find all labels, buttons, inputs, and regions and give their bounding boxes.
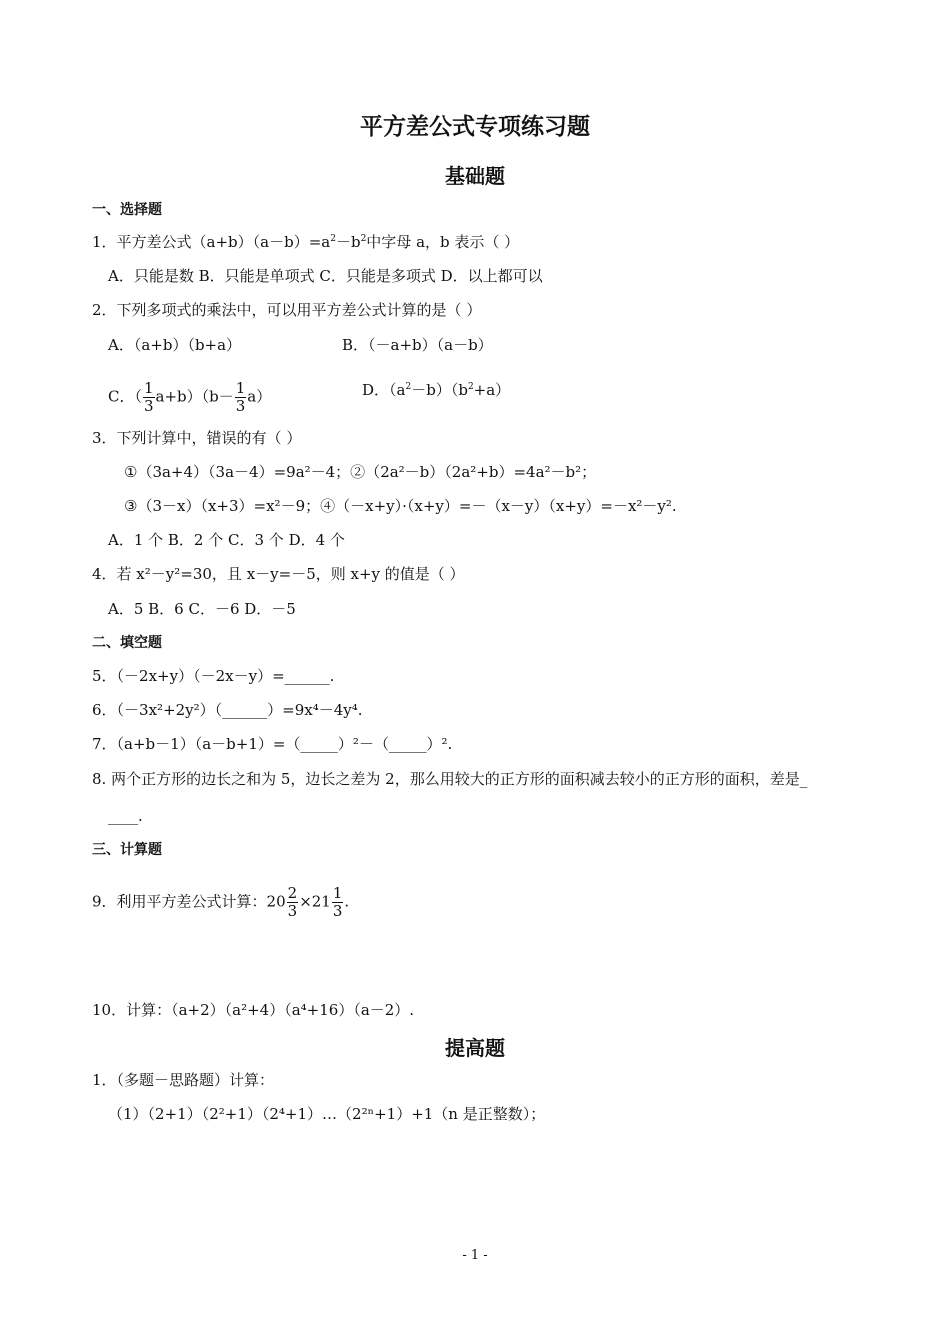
part-heading-calc: 三、计算题 (92, 842, 162, 858)
q2-option-b: B．（－a+b）（a－b） (342, 336, 493, 354)
q3-line-1: ①（3a+4）（3a－4）=9a²－4；②（2a²－b）（2a²+b）=4a²－b²； (124, 463, 597, 481)
q1-options: A．只能是数 B．只能是单项式 C．只能是多项式 D．以上都可以 (108, 267, 543, 285)
q9-frac1-num: 2 (287, 884, 298, 902)
q9-fraction-2 (332, 885, 344, 920)
q2-c-text-mid: a+b）（b－ (155, 387, 234, 406)
question-8-line-2: ____. (108, 807, 143, 825)
q2-c-fraction-2 (235, 380, 247, 415)
section-heading-basic: 基础题 (445, 164, 505, 188)
q1-text-b: －b (335, 233, 361, 251)
q3-options: A．1 个 B．2 个 C．3 个 D．4 个 (108, 531, 345, 549)
q2-d-text-b: －b）（b (411, 381, 468, 399)
q2-c-frac2-num: 1 (235, 379, 246, 397)
q1-text-c: 中字母 a，b 表示（ ） (366, 233, 520, 251)
q3-line-2: ③（3－x）（x+3）=x²－9；④（－x+y）·（x+y）=－（x－y）（x+y）=－x²－y². (124, 497, 677, 515)
q2-option-d: D．$(a^2-b)(b^2+a)$ (362, 381, 511, 399)
q1-text-a: 1．平方差公式（a+b）（a－b）=a (92, 233, 331, 251)
question-10: 10．计算：（a+2）（a²+4）（a⁴+16）（a－2）. (92, 1001, 415, 1019)
advanced-question-1: 1．（多题－思路题）计算： (92, 1071, 275, 1089)
q9-frac2-num: 1 (332, 884, 343, 902)
question-1: 1．平方差公式$(a+b)(a-b)=a^2-b^2$中字母 a，b 表示（ ） (92, 233, 520, 251)
q2-c-text-pre: C．（ (108, 387, 142, 406)
question-4: 4．若 x²－y²=30，且 x－y=－5，则 x+y 的值是（ ） (92, 565, 465, 583)
question-8-line-1: 8. 两个正方形的边长之和为 5，边长之差为 2，那么用较大的正方形的面积减去较小的正方形的面积，差是_ (92, 770, 808, 788)
q2-d-text-c: +a） (473, 381, 511, 399)
advanced-question-1-part-1: （1）（2+1）（2²+1）（2⁴+1）…（2²ⁿ+1）+1（n 是正整数）； (108, 1105, 546, 1123)
question-9 (92, 885, 349, 920)
q9-frac1-den: 3 (287, 902, 298, 920)
q4-options: A．5 B．6 C．－6 D．－5 (108, 600, 296, 618)
question-2: 2．下列多项式的乘法中，可以用平方差公式计算的是（ ） (92, 301, 482, 319)
part-heading-choice: 一、选择题 (92, 202, 162, 218)
section-heading-advanced: 提高题 (445, 1036, 505, 1060)
question-3: 3．下列计算中，错误的有（ ） (92, 429, 302, 447)
q2-c-text-post: a） (247, 387, 272, 406)
q9-text-post: . (344, 892, 350, 911)
q9-text-mid: ×21 (299, 892, 331, 911)
q2-option-c (108, 380, 271, 415)
question-7: 7．（a+b－1）（a－b+1）=（_____）²－（_____）². (92, 735, 453, 753)
q9-frac2-den: 3 (332, 902, 343, 920)
question-6: 6．（－3x²+2y²）（______）=9x⁴－4y⁴. (92, 701, 363, 719)
q9-text-pre: 9．利用平方差公式计算：20 (92, 892, 286, 911)
part-heading-fill: 二、填空题 (92, 635, 162, 651)
page-title: 平方差公式专项练习题 (360, 114, 590, 140)
q2-c-frac1-den: 3 (143, 397, 154, 415)
q9-fraction-1 (287, 885, 299, 920)
q2-option-a: A．（a+b）（b+a） (108, 336, 242, 354)
q2-c-fraction-1 (143, 380, 155, 415)
page-number: - 1 - (462, 1248, 488, 1263)
q2-c-frac2-den: 3 (235, 397, 246, 415)
question-5: 5．（－2x+y）（－2x－y）=______. (92, 667, 335, 685)
q2-c-frac1-num: 1 (143, 379, 154, 397)
q2-d-text-a: D．（a (362, 381, 406, 399)
